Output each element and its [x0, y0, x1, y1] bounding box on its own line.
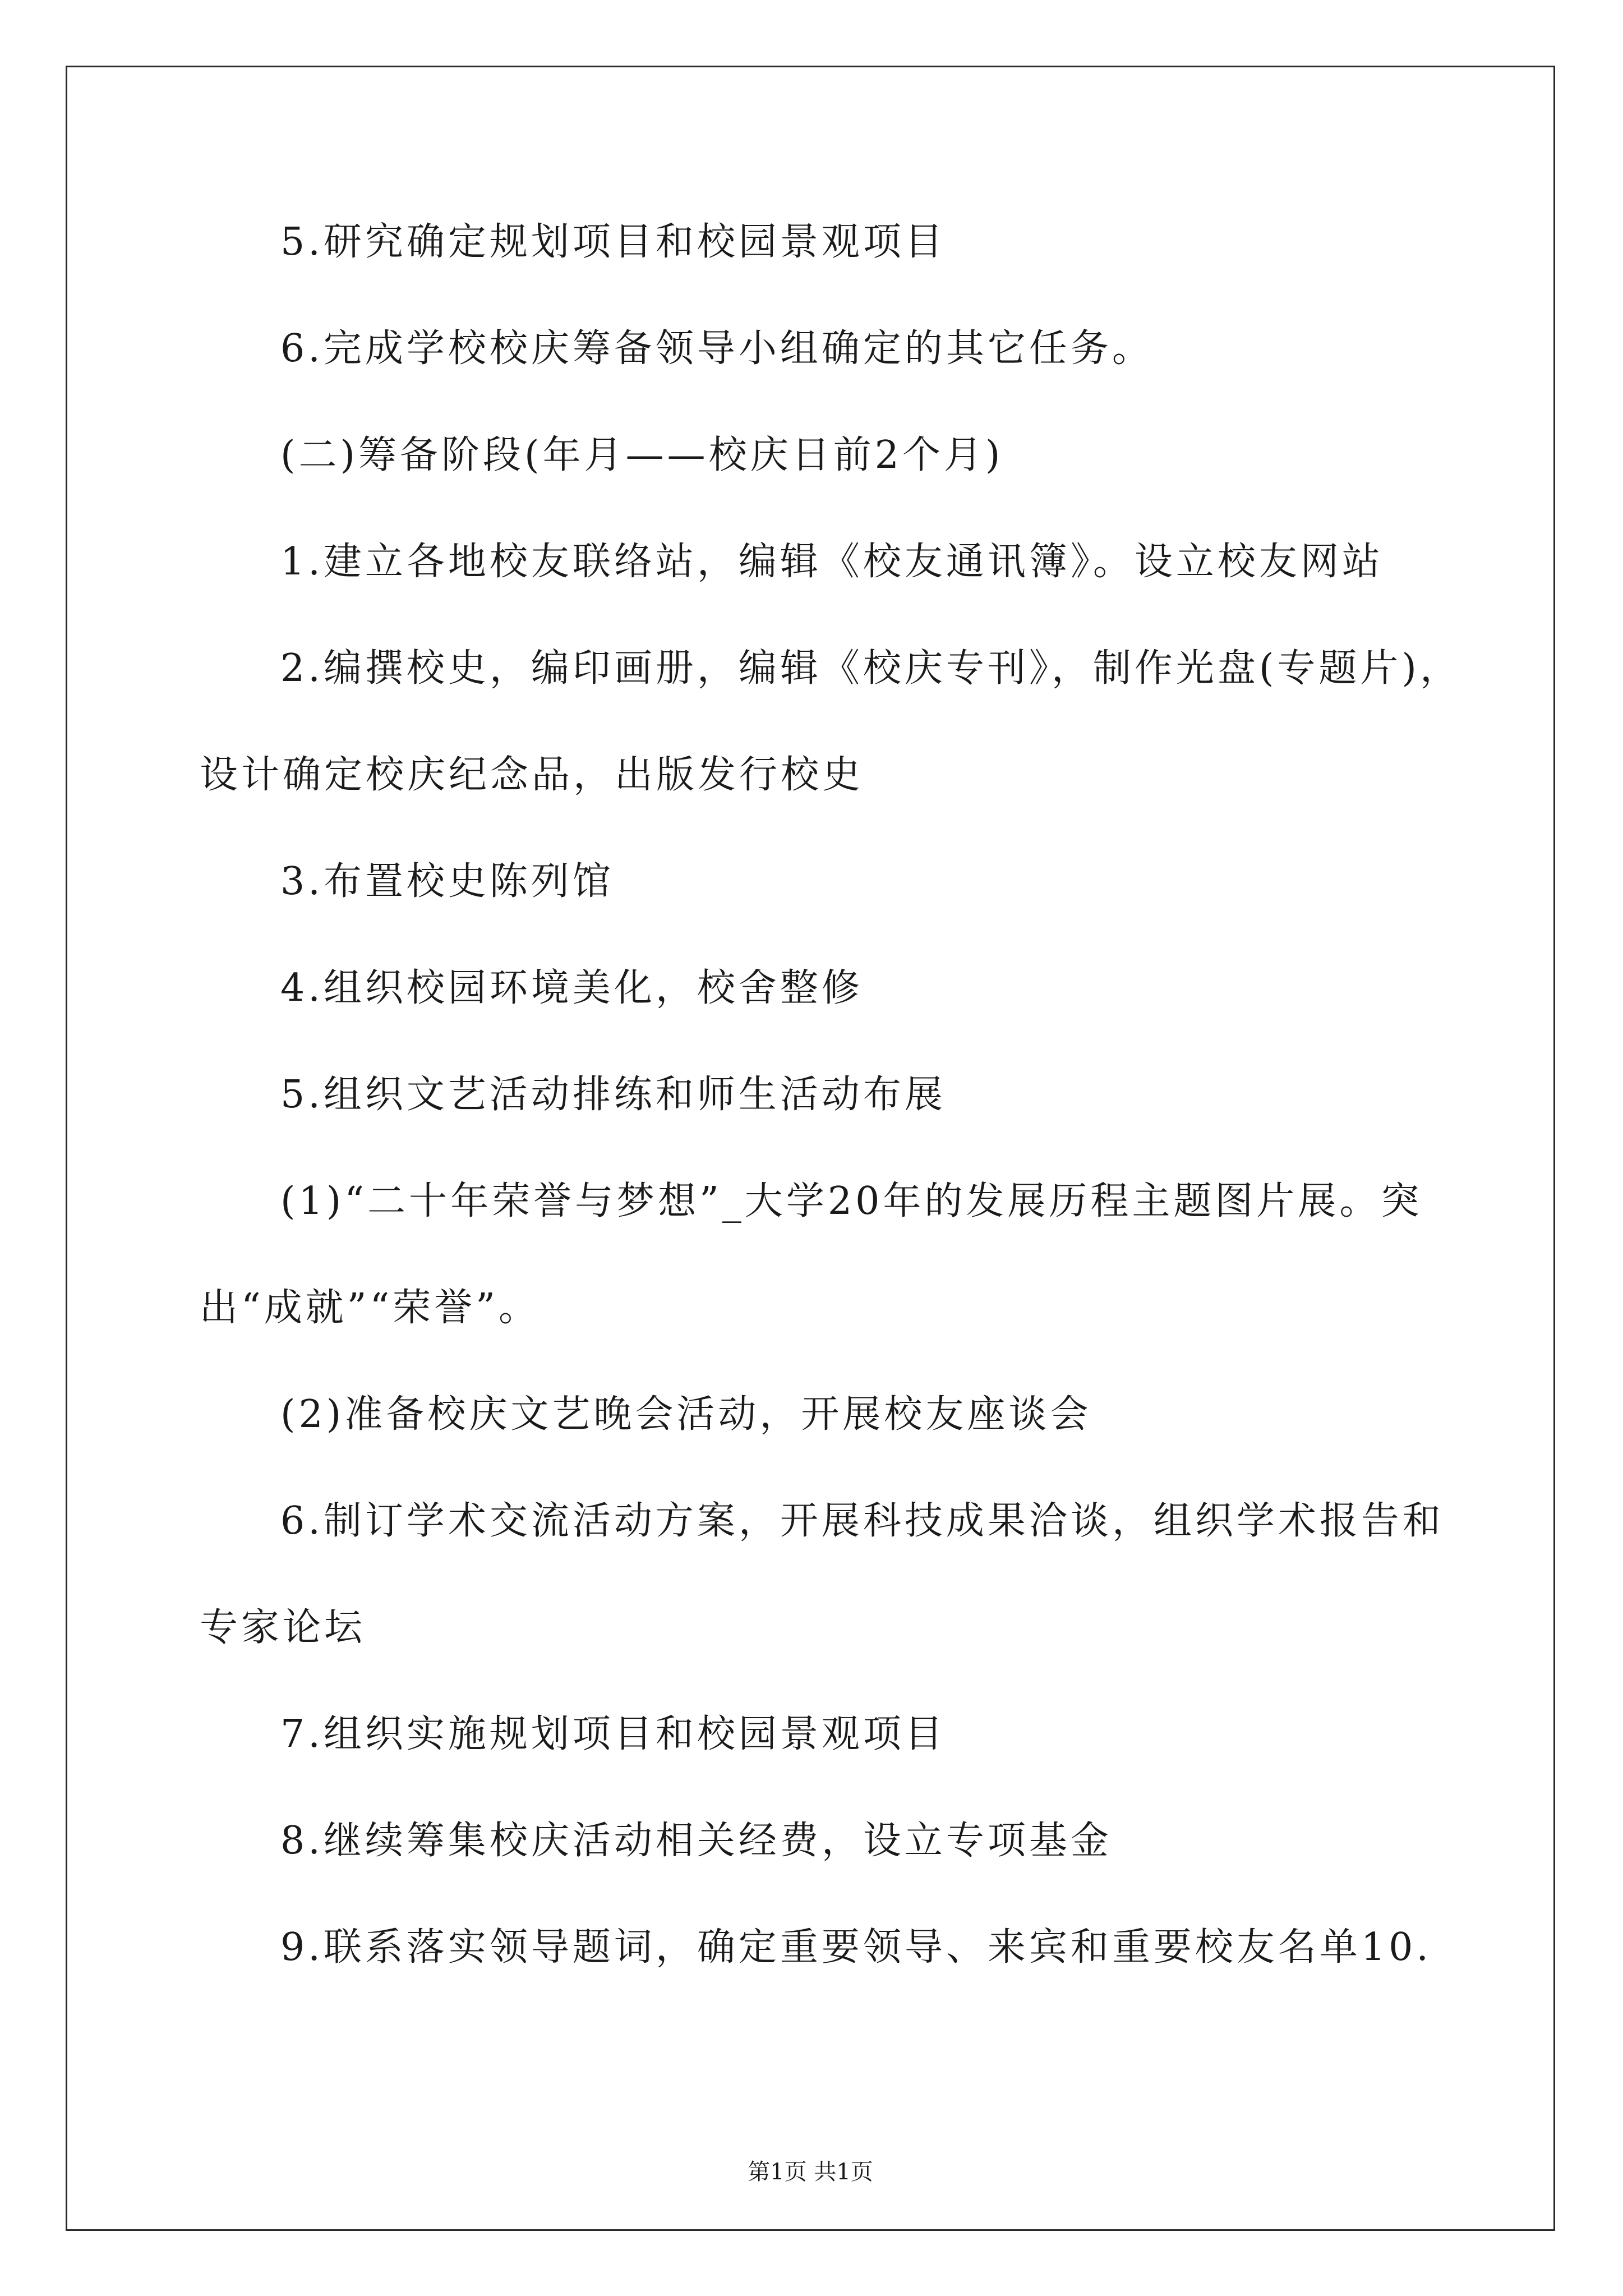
text-line: (2)准备校庆文艺晚会活动，开展校友座谈会	[280, 1392, 1092, 1437]
text-line: 6.完成学校校庆筹备领导小组确定的其它任务。	[280, 326, 1154, 371]
text-line: 3.布置校史陈列馆	[280, 859, 614, 904]
text-line: 4.组织校园环境美化，校舍整修	[280, 966, 863, 1010]
document-body	[67, 67, 1553, 2229]
page-footer: 第1页 共1页	[748, 2159, 873, 2185]
text-line: 5.研究确定规划项目和校园景观项目	[280, 220, 946, 264]
text-line: (1)“二十年荣誉与梦想”_大学20年的发展历程主题图片展。突	[280, 1179, 1423, 1223]
text-line: 设计确定校庆纪念品，出版发行校史	[200, 753, 864, 797]
text-line: 7.组织实施规划项目和校园景观项目	[280, 1712, 946, 1756]
text-line: 9.联系落实领导题词，确定重要领导、来宾和重要校友名单10.	[280, 1925, 1432, 1970]
text-line: 1.建立各地校友联络站，编辑《校友通讯簿》。设立校友网站	[280, 540, 1384, 584]
text-line: 6.制订学术交流活动方案，开展科技成果洽谈，组织学术报告和	[280, 1499, 1444, 1543]
text-line: (二)筹备阶段(年月——校庆日前2个月)	[280, 433, 1004, 477]
text-line: 专家论坛	[200, 1605, 366, 1650]
text-line: 2.编撰校史，编印画册，编辑《校庆专刊》，制作光盘(专题片)，	[280, 646, 1461, 691]
text-line: 5.组织文艺活动排练和师生活动布展	[280, 1073, 946, 1117]
text-line: 8.继续筹集校庆活动相关经费，设立专项基金	[280, 1819, 1112, 1863]
page-border	[66, 66, 1555, 2231]
text-line: 出“成就”“荣誉”。	[200, 1286, 541, 1330]
